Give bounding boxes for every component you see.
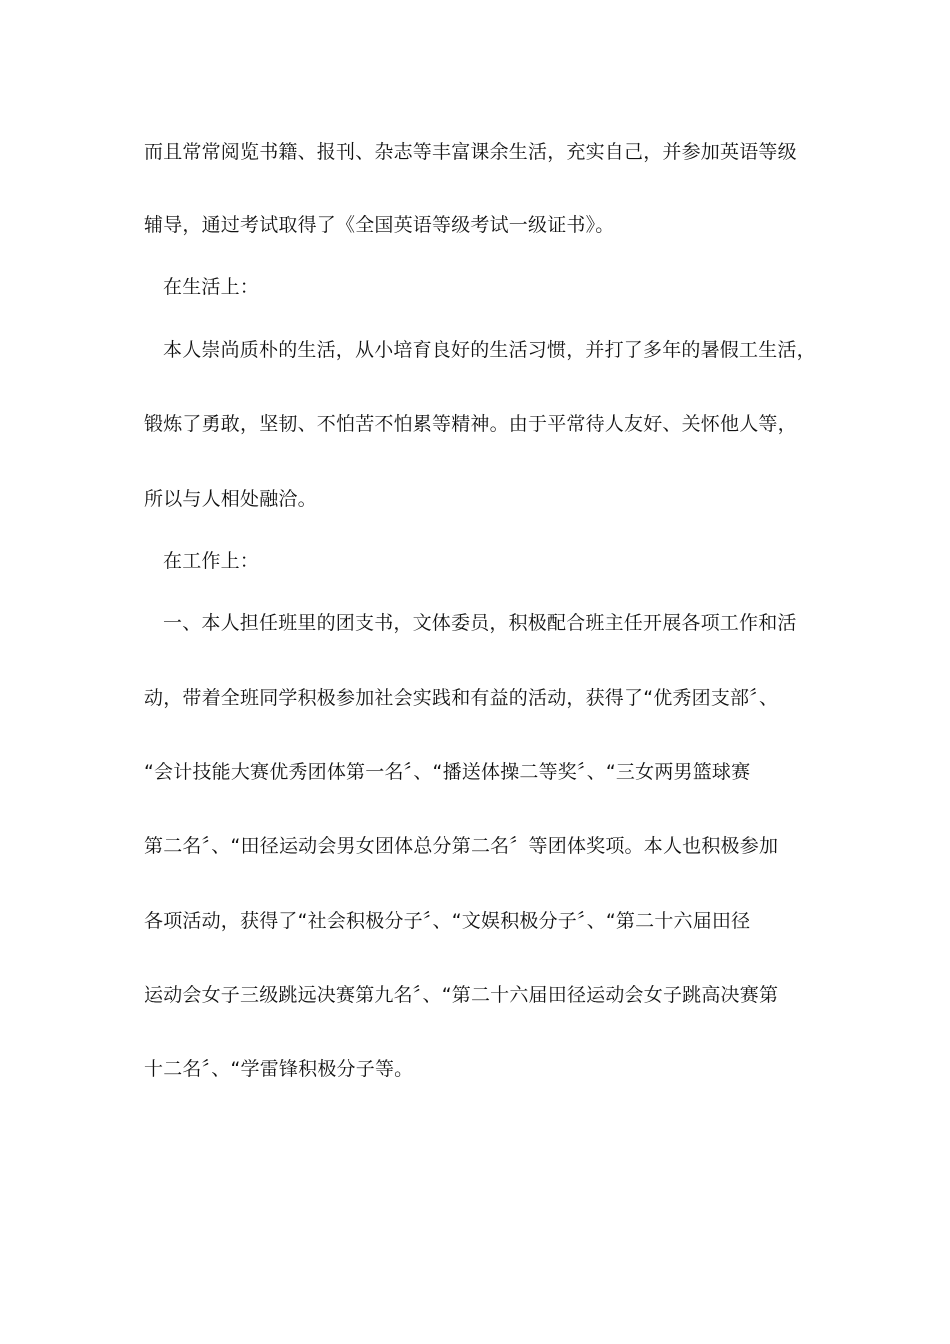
paragraph-line: 一、本人担任班里的团支书，文体委员，积极配合班主任开展各项工作和活 <box>163 612 797 634</box>
paragraph-line: 动，带着全班同学积极参加社会实践和有益的活动，获得了“优秀团支部〞、 <box>144 687 779 709</box>
section-heading-work: 在工作上： <box>163 550 260 572</box>
paragraph-line: 而且常常阅览书籍、报刊、杂志等丰富课余生活，充实自己，并参加英语等级 <box>144 141 797 163</box>
paragraph-line: 本人崇尚质朴的生活，从小培育良好的生活习惯，并打了多年的暑假工生活， <box>163 339 816 361</box>
paragraph-line: 第二名〞、“田径运动会男女团体总分第二名〞等团体奖项。本人也积极参加 <box>144 835 779 857</box>
paragraph-line: 运动会女子三级跳远决赛第九名〞、“第二十六届田径运动会女子跳高决赛第 <box>144 984 779 1006</box>
paragraph-line: 辅导，通过考试取得了《全国英语等级考试一级证书》。 <box>144 214 615 236</box>
paragraph-line: 十二名〞、“学雷锋积极分子等。 <box>144 1058 414 1080</box>
paragraph-line: “会计技能大赛优秀团体第一名〞、“播送体操二等奖〞、“三女两男篮球赛 <box>144 761 751 783</box>
paragraph-line: 所以与人相处融洽。 <box>144 488 317 510</box>
section-heading-life: 在生活上： <box>163 276 260 298</box>
paragraph-line: 锻炼了勇敢，坚韧、不怕苦不怕累等精神。由于平常待人友好、关怀他人等， <box>144 413 797 435</box>
paragraph-line: 各项活动，获得了“社会积极分子〞、“文娱积极分子〞、“第二十六届田径 <box>144 910 751 932</box>
